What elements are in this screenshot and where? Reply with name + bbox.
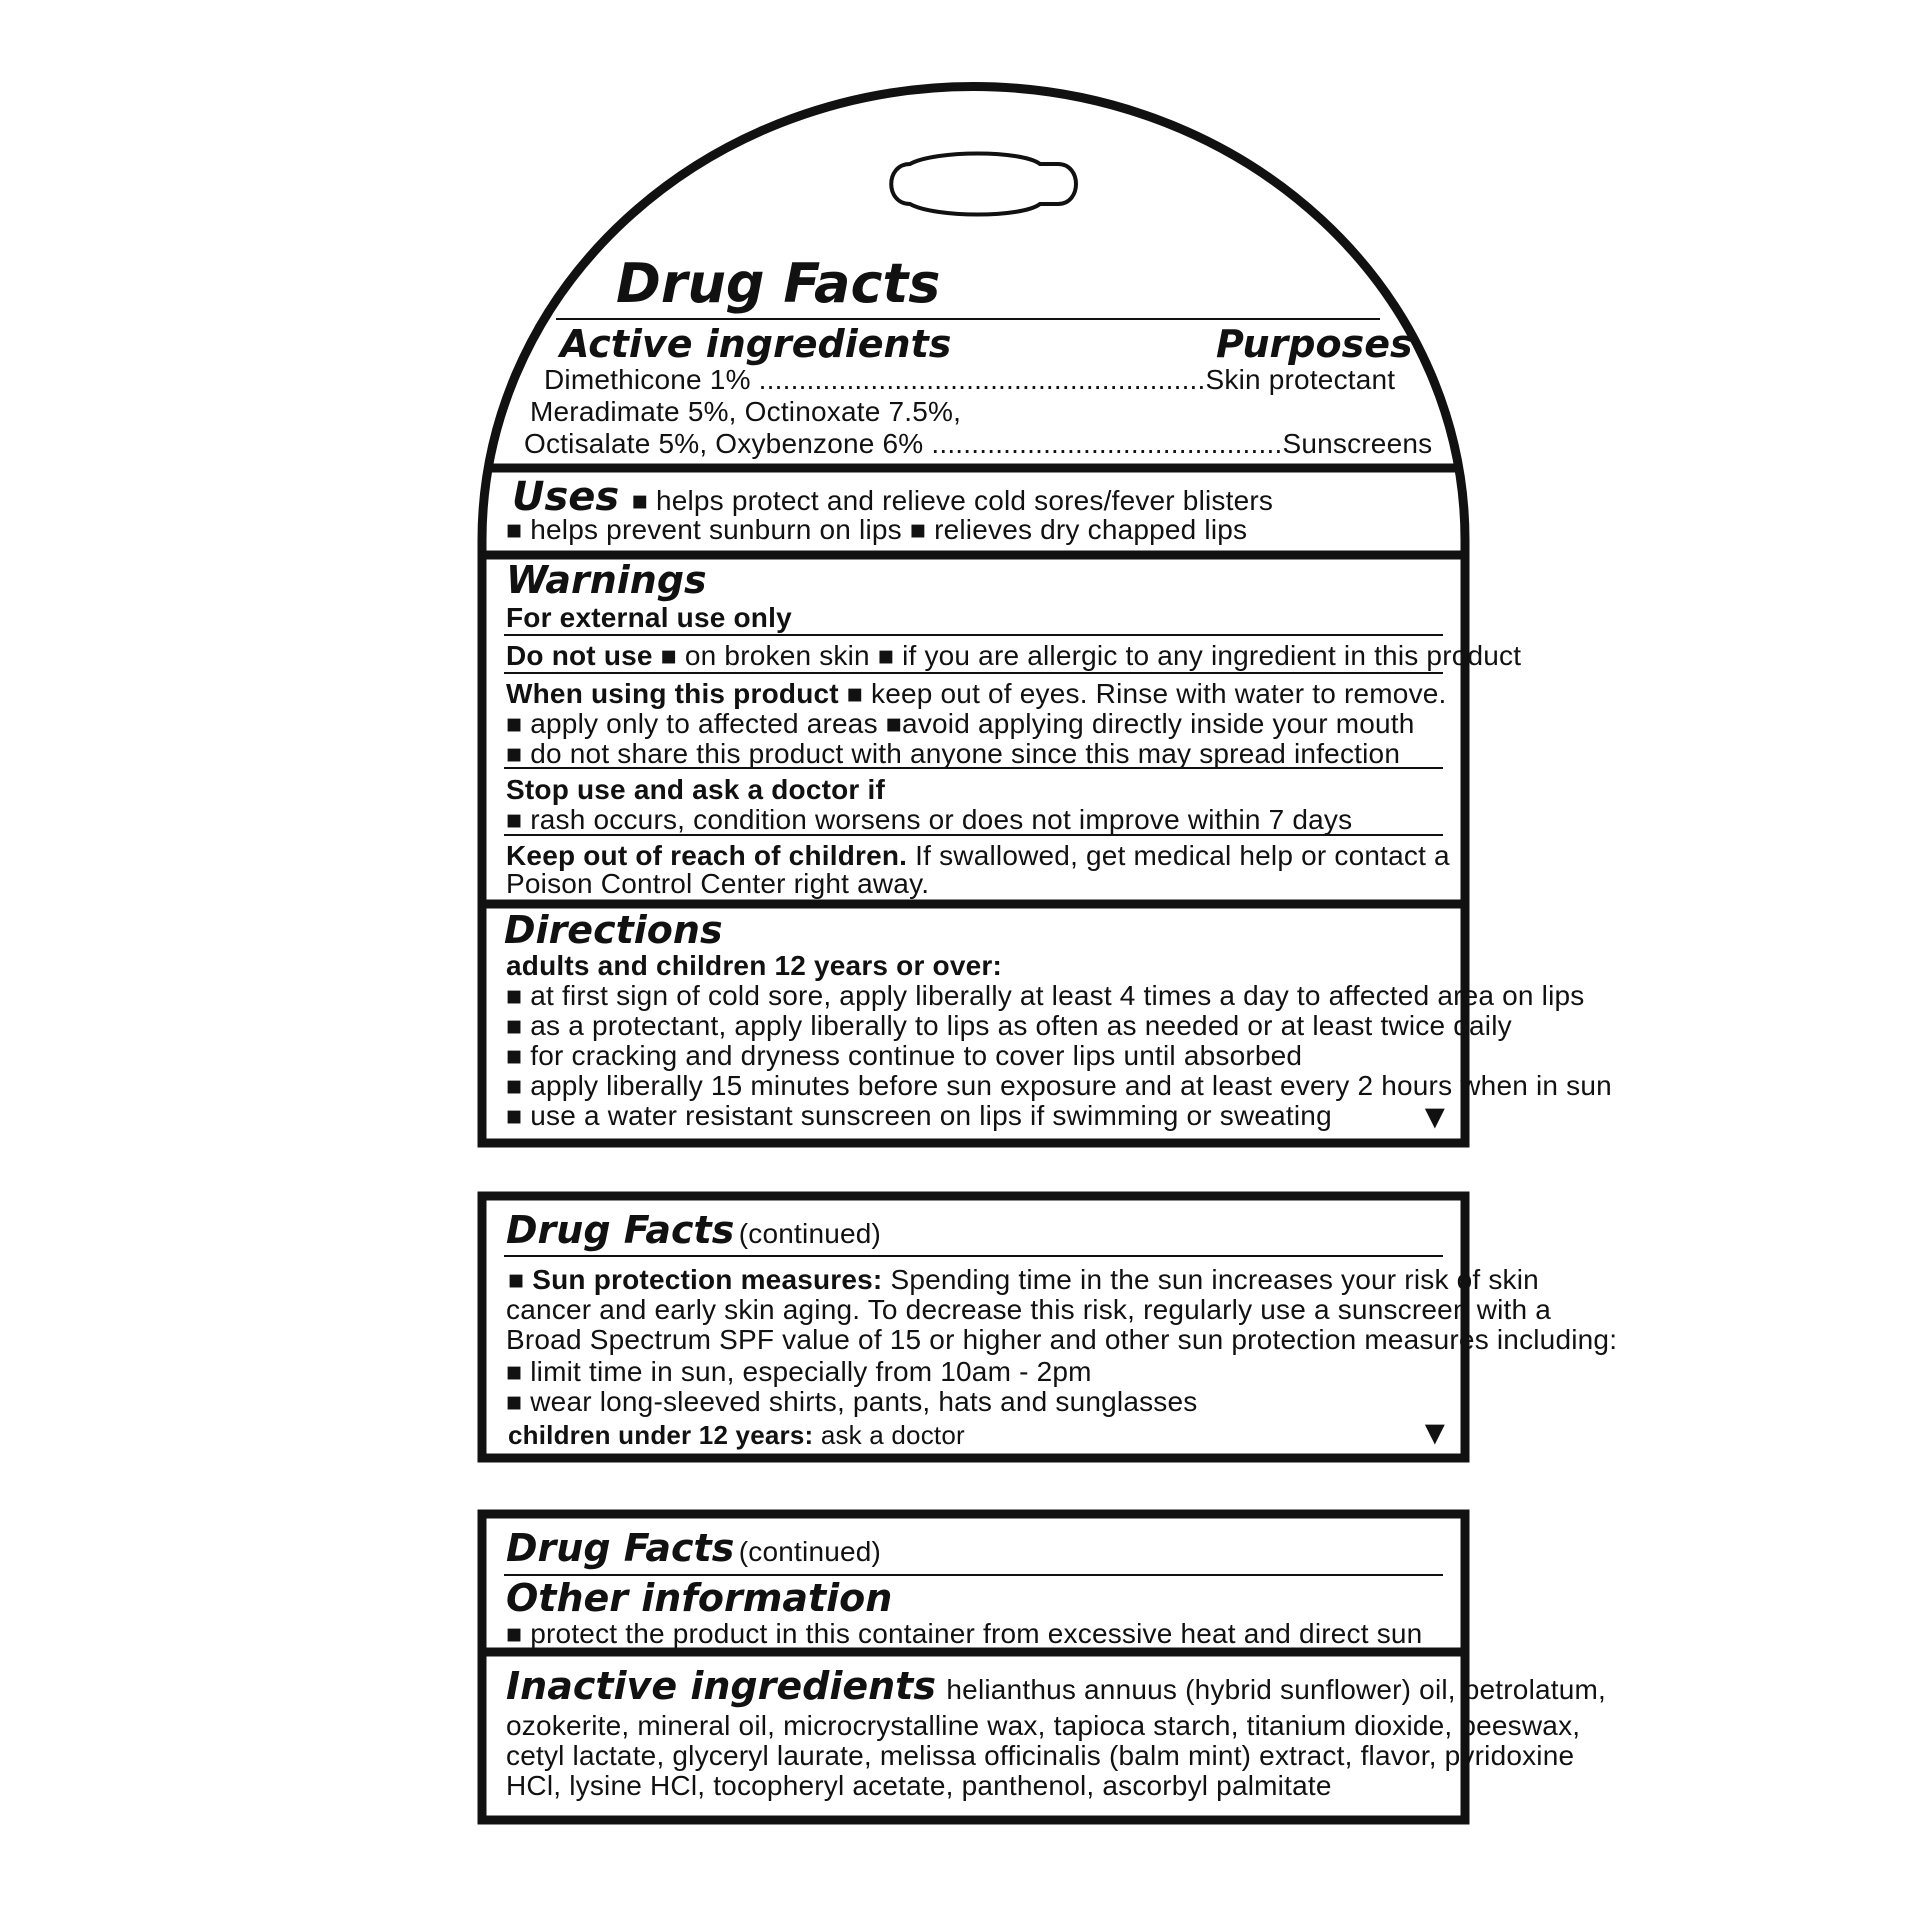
keep-out-2: Poison Control Center right away. [506,868,930,899]
panel2-title-row [506,1208,881,1252]
ingredient-row-3: Octisalate 5%, Oxybenzone 6% ............................................Sunscreens [524,428,1433,459]
panel2-continued: (continued) [738,1218,882,1249]
inactive-row-3: cetyl lactate, glyceryl laurate, melissa officinalis (balm mint) extract, flavor, pyridoxine [506,1740,1575,1771]
ingredient-row-1: Dimethicone 1% ........................................................Skin protectant [544,364,1396,395]
purposes-heading: Purposes [1216,322,1413,366]
direction-5: ■ use a water resistant sunscreen on lips if swimming or sweating [506,1100,1332,1131]
ingredient-row-2: Meradimate 5%, Octinoxate 7.5%, [530,396,962,427]
direction-4: ■ apply liberally 15 minutes before sun exposure and at least every 2 hours when in sun [506,1070,1612,1101]
external-use: For external use only [506,602,792,633]
direction-3: ■ for cracking and dryness continue to cover lips until absorbed [506,1040,1303,1071]
uses-heading: Uses [512,474,620,520]
uses-row-2: ■ helps prevent sunburn on lips ■ relieves dry chapped lips [506,514,1248,545]
continued-arrow-icon: ▼ [1418,1098,1452,1136]
direction-2: ■ as a protectant, apply liberally to lips as often as needed or at least twice daily [506,1010,1512,1041]
other-info-heading: Other information [506,1576,893,1620]
hang-hole-outline [891,154,1076,215]
stop-use-label: Stop use and ask a doctor if [506,774,886,805]
panel3-title-row [506,1526,881,1570]
inactive-heading: Inactive ingredients [506,1664,936,1708]
sun-bullet-2: ■ wear long-sleeved shirts, pants, hats and sunglasses [506,1386,1198,1417]
panel2-title: Drug Facts [506,1208,735,1252]
stop-use-1: ■ rash occurs, condition worsens or does not improve within 7 days [506,804,1353,835]
active-ingredients-heading: Active ingredients [560,322,952,366]
panel1-title: Drug Facts [616,252,941,315]
when-using-3: ■ do not share this product with anyone since this may spread infection [506,738,1401,769]
sun-line-3: Broad Spectrum SPF value of 15 or higher and other sun protection measures including: [506,1324,1618,1355]
uses-row-1: Uses ■ helps protect and relieve cold sores/fever blisters [512,474,1274,520]
inactive-row-2: ozokerite, mineral oil, microcrystalline wax, tapioca starch, titanium dioxide, beeswax, [506,1710,1581,1741]
keep-out-1: Keep out of reach of children. If swallowed, get medical help or contact a [506,840,1450,871]
when-using-1: When using this product ■ keep out of eyes. Rinse with water to remove. [506,678,1447,709]
sun-line-2: cancer and early skin aging. To decrease this risk, regularly use a sunscreen with a [506,1294,1552,1325]
inactive-row-4: HCl, lysine HCl, tocopheryl acetate, panthenol, ascorbyl palmitate [506,1770,1332,1801]
direction-1: ■ at first sign of cold sore, apply liberally at least 4 times a day to affected area on lips [506,980,1585,1011]
sun-line-1: ■ Sun protection measures: Spending time in the sun increases your risk of skin [508,1264,1539,1295]
directions-sub: adults and children 12 years or over: [506,950,1003,981]
panel3-continued: (continued) [738,1536,882,1567]
directions-heading: Directions [504,908,723,952]
continued-arrow-icon-2: ▼ [1418,1414,1452,1452]
do-not-use: Do not use ■ on broken skin ■ if you are allergic to any ingredient in this product [506,640,1522,671]
when-using-2: ■ apply only to affected areas ■avoid applying directly inside your mouth [506,708,1415,739]
panel3-title: Drug Facts [506,1526,735,1570]
other-info-1: ■ protect the product in this container from excessive heat and direct sun [506,1618,1423,1649]
warnings-heading: Warnings [506,558,707,602]
inactive-row-1: Inactive ingredients helianthus annuus (hybrid sunflower) oil, petrolatum, [506,1664,1607,1708]
sun-bullet-1: ■ limit time in sun, especially from 10am - 2pm [506,1356,1092,1387]
children-row: children under 12 years: ask a doctor [508,1420,965,1450]
